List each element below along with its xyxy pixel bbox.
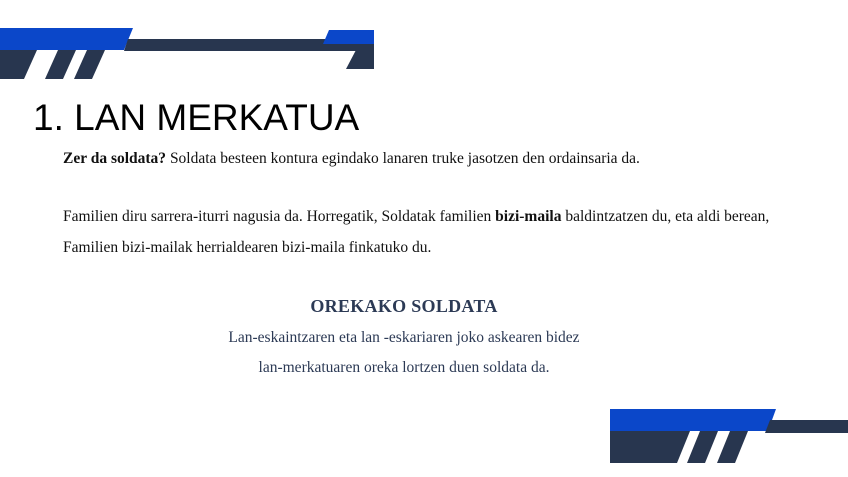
paragraph1-text: Soldata besteen kontura egindako lanaren truke jasotzen den ordainsaria da. [166,150,640,167]
question-bold: Zer da soldata? [63,150,167,167]
deco-stripe-2 [74,50,105,79]
deco-navy-band [765,420,848,433]
paragraph-definition [63,143,803,174]
definition-line-1: Lan-eskaintzaren eta lan -eskariaren joko askearen bidez [228,329,580,346]
deco-blue-block [323,30,374,44]
paragraph2-part2: baldintzatzen du, eta aldi berean, Familien bizi-mailak herrialdearen bizi-maila finkatuko du. [63,208,770,256]
deco-navy-block [0,50,37,79]
paragraph2-part1: Familien diru sarrera-iturri nagusia da. Horregatik, Soldatak familien [63,208,496,225]
bottom-right-decoration [600,400,848,477]
page-title: 1. LAN MERKATUA [33,97,360,138]
deco-stripe-1 [45,50,76,79]
deco-blue-band [610,409,776,431]
deco-stripe-1 [687,431,718,463]
definition-heading: OREKAKO SOLDATA [310,296,498,316]
paragraph-income [63,201,803,263]
deco-navy-tab [346,50,374,69]
deco-blue-band [0,28,133,50]
top-left-decoration [0,0,380,90]
deco-navy-block [610,431,690,463]
deco-stripe-2 [717,431,748,463]
bizi-maila-bold: bizi-maila [495,208,562,225]
definition-line-2: lan-merkatuaren oreka lortzen duen soldata da. [258,359,550,376]
